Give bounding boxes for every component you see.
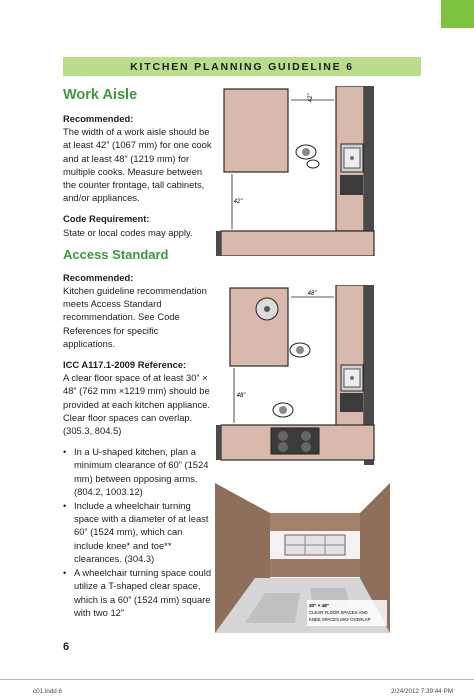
cooktop-icon: [271, 428, 319, 454]
dimension-label: 48”: [307, 291, 317, 297]
kitchen-perspective-illustration: [215, 483, 390, 633]
work-aisle-plan-diagram: [216, 86, 391, 256]
text-column: [63, 87, 213, 620]
dimension-label: 48”: [236, 393, 246, 399]
access-bullet-list: [63, 445, 213, 619]
illustration-caption-line2: CLEAR FLOOR SPACES AND: [309, 610, 368, 615]
illustration-caption-line1: 30” × 48”: [309, 603, 330, 608]
work-aisle-recommended-text: The width of a work aisle should be at least 42” (1067 mm) for one cook and at least 48” (1219 mm) for multiple cooks. Measure between the counter frontage, tall cabinets, and/or appliances.: [63, 126, 212, 204]
dishwasher-icon: [340, 393, 363, 412]
illustration-caption-line3: KNEE SPACES MAY OVERLAP: [309, 617, 371, 622]
code-requirement-text: State or local codes may apply.: [63, 226, 193, 238]
access-recommended-text: Kitchen guideline recommendation meets Access Standard recommendation. See Code References for specific applications.: [63, 285, 207, 349]
print-footer: [0, 679, 474, 700]
dishwasher-icon: [340, 175, 363, 195]
person-icon: [296, 145, 319, 168]
icc-reference-text: A clear floor space of at least 30” × 48” (762 mm ×1219 mm) should be provided at each kitchen appliance. Clear floor spaces can overlap. (305.3, 804.5): [63, 372, 210, 437]
page-number: 6: [63, 641, 70, 653]
footer-file-info: c01.indd 6: [33, 688, 63, 695]
guideline-title: KITCHEN PLANNING GUIDELINE 6: [130, 60, 354, 73]
list-item: • In a U-shaped kitchen, plan a minimum clearance of 60” (1524 mm) between opposing arms. (804.2, 1003.12): [63, 445, 213, 498]
access-standard-plan-diagram: [216, 285, 391, 465]
list-item: • Include a wheelchair turning space with a diameter of at least 60” (1524 mm), which can include knee* and toe** clearances. (304.3): [63, 499, 213, 565]
person-icon: [290, 343, 310, 357]
page-tab-marker: [441, 0, 474, 28]
icc-reference-label: ICC A117.1-2009 Reference:: [63, 359, 187, 371]
work-aisle-recommended-label: Recommended:: [63, 113, 134, 124]
code-requirement-label: Code Requirement:: [63, 213, 150, 225]
access-recommended-label: Recommended:: [63, 271, 134, 283]
sink-icon: [341, 365, 363, 391]
list-item: • A wheelchair turning space could utilize a T-shaped clear space, which is a 60” (1524 mm) square with two 12”: [63, 566, 213, 619]
guideline-header-band: [63, 57, 421, 76]
dimension-label: 42”: [308, 93, 314, 103]
footer-timestamp: 2/24/2012 7:39:44 PM: [391, 688, 453, 695]
sink-icon: [341, 144, 363, 172]
person-icon: [273, 403, 293, 417]
prep-sink-icon: [256, 298, 278, 320]
work-aisle-heading: Work Aisle: [63, 87, 138, 103]
dimension-label: 42”: [233, 199, 243, 205]
access-standard-heading: Access Standard: [63, 246, 169, 262]
